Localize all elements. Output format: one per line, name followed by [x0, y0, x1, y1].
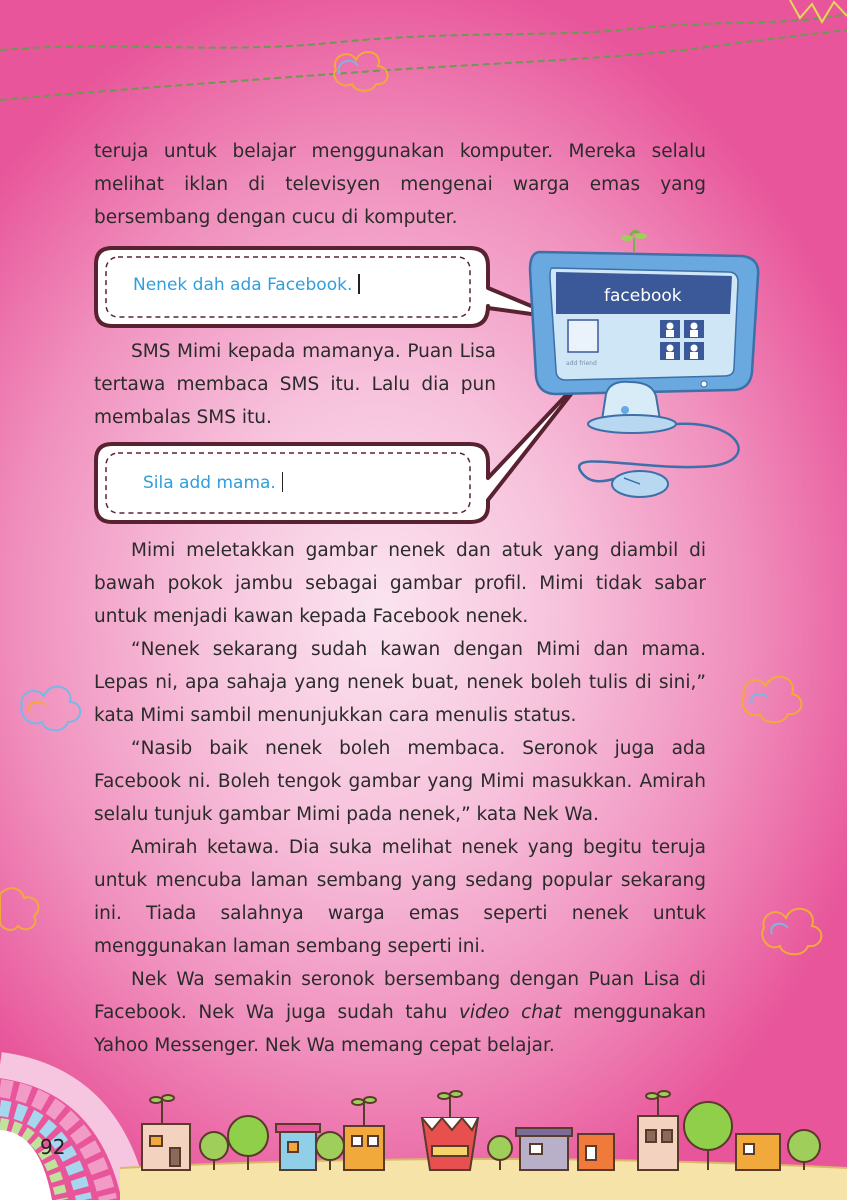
cloud-icon [21, 687, 80, 731]
intro-paragraph: teruja untuk belajar menggunakan komputer. Mereka selalu melihat iklan di televisyen mengenai warga emas yang bersembang dengan cucu di komputer. [94, 141, 706, 228]
profile-photo-box [568, 320, 598, 352]
cloud-icon [742, 677, 801, 723]
story-paragraph-2: “Nenek sekarang sudah kawan dengan Mimi dan mama. Lepas ni, apa sahaja yang nenek buat, nenek boleh tulis di sini,” kata Mimi sambil menunjukkan cara menulis status. [94, 639, 706, 726]
text-cursor [282, 472, 284, 492]
add-friend-label: add friend [566, 360, 597, 367]
sms-paragraph: SMS Mimi kepada mamanya. Puan Lisa tertawa membaca SMS itu. Lalu dia pun membalas SMS itu. [94, 341, 496, 428]
story-paragraph-5-start: Nek Wa semakin seronok bersembang dengan Puan Lisa di Facebook. Nek Wa juga sudah tahu [94, 969, 706, 1023]
story-paragraph-4: Amirah ketawa. Dia suka melihat nenek yang begitu teruja untuk mencuba laman sembang yang sedang popular sekarang ini. Tiada salahnya warga emas seperti nenek untuk menggunakan laman sembang seperti ini. [94, 837, 706, 957]
cloud-icon [762, 909, 821, 955]
story-paragraph-5 [94, 963, 706, 1062]
speech-bubble-1-text [133, 274, 360, 295]
story-paragraph-5-end: menggunakan Yahoo Messenger. Nek Wa memang cepat belajar. [94, 1002, 707, 1056]
top-string-upper [0, 14, 847, 50]
page-number: 92 [40, 1135, 66, 1159]
story-paragraph-1: Mimi meletakkan gambar nenek dan atuk yang diambil di bawah pokok jambu sebagai gambar profil. Mimi tidak sabar untuk menjadi kawan kepada Facebook nenek. [94, 540, 706, 627]
video-chat-term: video chat [458, 1002, 562, 1023]
text-cursor [358, 274, 360, 294]
top-string-lower [0, 30, 847, 100]
sms-message-2: Sila add mama. [143, 473, 276, 493]
speech-bubble-2-text [143, 472, 283, 493]
story-paragraph-3: “Nasib baik nenek boleh membaca. Seronok juga ada Facebook ni. Boleh tengok gambar yang Mimi masukkan. Amirah selalu tunjuk gambar Mimi pada nenek,” kata Nek Wa. [94, 738, 706, 825]
computer-monitor-illustration [530, 231, 758, 497]
facebook-logo-text: facebook [604, 286, 682, 306]
sms-message-1: Nenek dah ada Facebook. [133, 275, 353, 295]
cloud-icon [0, 888, 39, 930]
